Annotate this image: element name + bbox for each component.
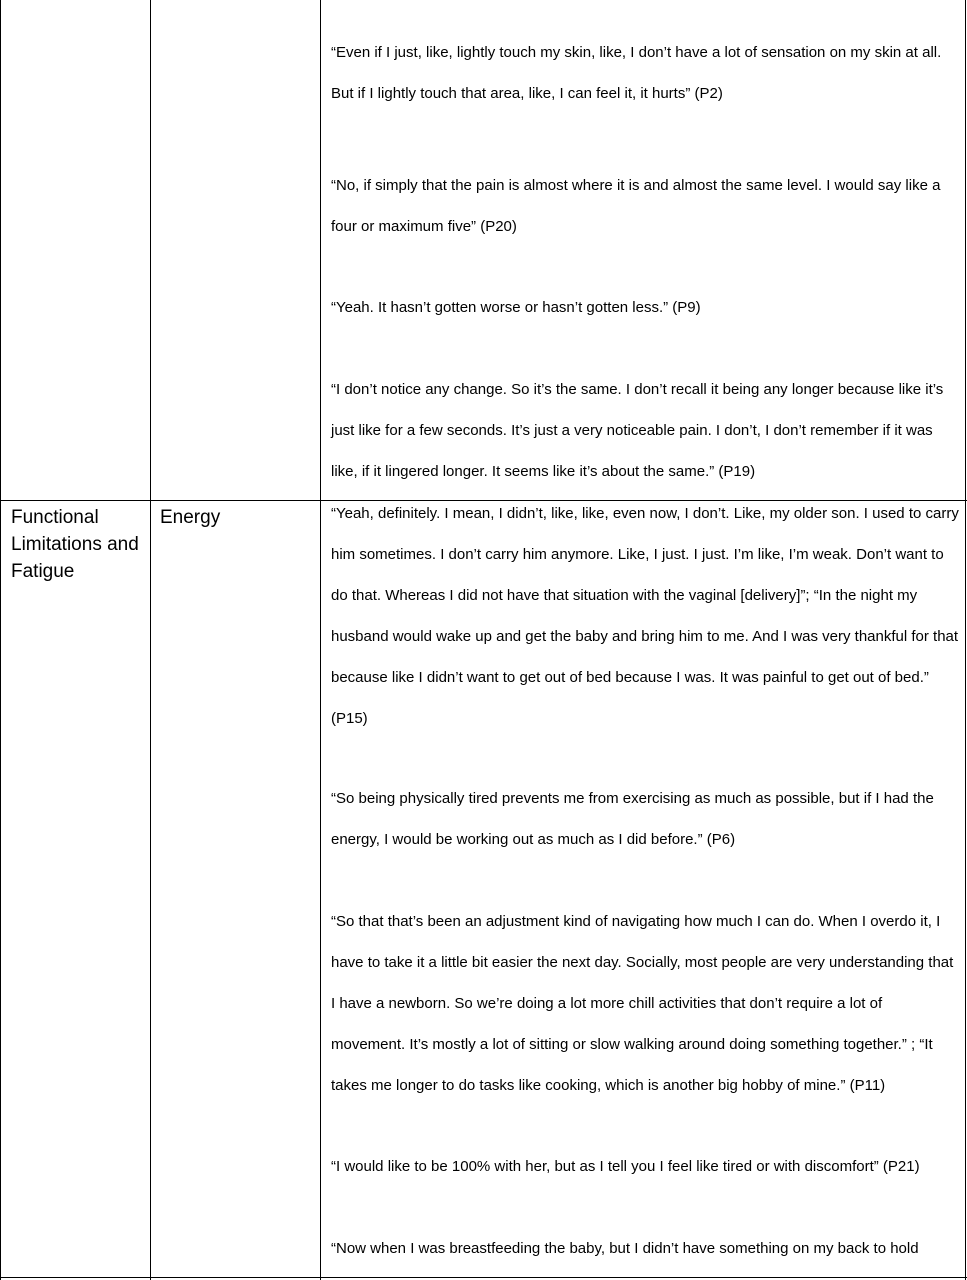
quote-truncated: “Now when I was breastfeeding the baby, but I didn’t have something on my back to hold bbox=[331, 1240, 919, 1257]
subtheme-cell: Energy bbox=[160, 507, 221, 528]
quote-p9: “Yeah. It hasn’t gotten worse or hasn’t gotten less.” (P9) bbox=[331, 299, 701, 316]
quote-p21: “I would like to be 100% with her, but as I tell you I feel like tired or with discomfort” (P21) bbox=[331, 1158, 920, 1175]
table-border-bottom bbox=[0, 1277, 967, 1278]
quote-p19: “I don’t notice any change. So it’s the same. I don’t recall it being any longer because like it’s just like for a few seconds. It’s just a very noticeable pain. I don’t, I don’t remember if it was like, if it lingered longer. It seems like it’s about the same.” (P19) bbox=[331, 381, 944, 480]
quote-p20: “No, if simply that the pain is almost where it is and almost the same level. I would say like a four or maximum five” (P20) bbox=[331, 177, 941, 235]
quote-p2: “Even if I just, like, lightly touch my skin, like, I don’t have a lot of sensation on my skin at all. But if I lightly touch that area, like, I can feel it, it hurts” (P2) bbox=[331, 44, 942, 102]
quote-p11: “So that that’s been an adjustment kind of navigating how much I can do. When I overdo it, I have to take it a little bit easier the next day. Socially, most people are very understanding that I have a newborn. So we’re doing a lot more chill activities that don’t require a lot of movement. It’s mostly a lot of sitting or slow walking around doing something together.” ; “It takes me longer to do tasks like cooking, which is another big hobby of mine.” (P11) bbox=[331, 913, 954, 1094]
quote-p6: “So being physically tired prevents me from exercising as much as possible, but if I had the energy, I would be working out as much as I did before.” (P6) bbox=[331, 790, 934, 848]
quote-p15: “Yeah, definitely. I mean, I didn’t, like, like, even now, I don’t. Like, my older son. I used to carry him sometimes. I don’t carry him anymore. Like, I just. I just. I’m like, I’m weak. Don’t want to do that. Whereas I did not have that situation with the vaginal [delivery]”; “In the night my husband would wake up and get the baby and bring him to me. And I was very thankful for that because like I didn’t want to get out of bed because I was. It was painful to get out of bed.” (P15) bbox=[331, 505, 959, 727]
column-divider-2 bbox=[320, 0, 321, 1280]
table-border-left bbox=[0, 0, 1, 1280]
table-border-right bbox=[965, 0, 966, 1280]
theme-cell: Functional Limitations and Fatigue bbox=[11, 507, 139, 582]
column-divider-1 bbox=[150, 0, 151, 1280]
